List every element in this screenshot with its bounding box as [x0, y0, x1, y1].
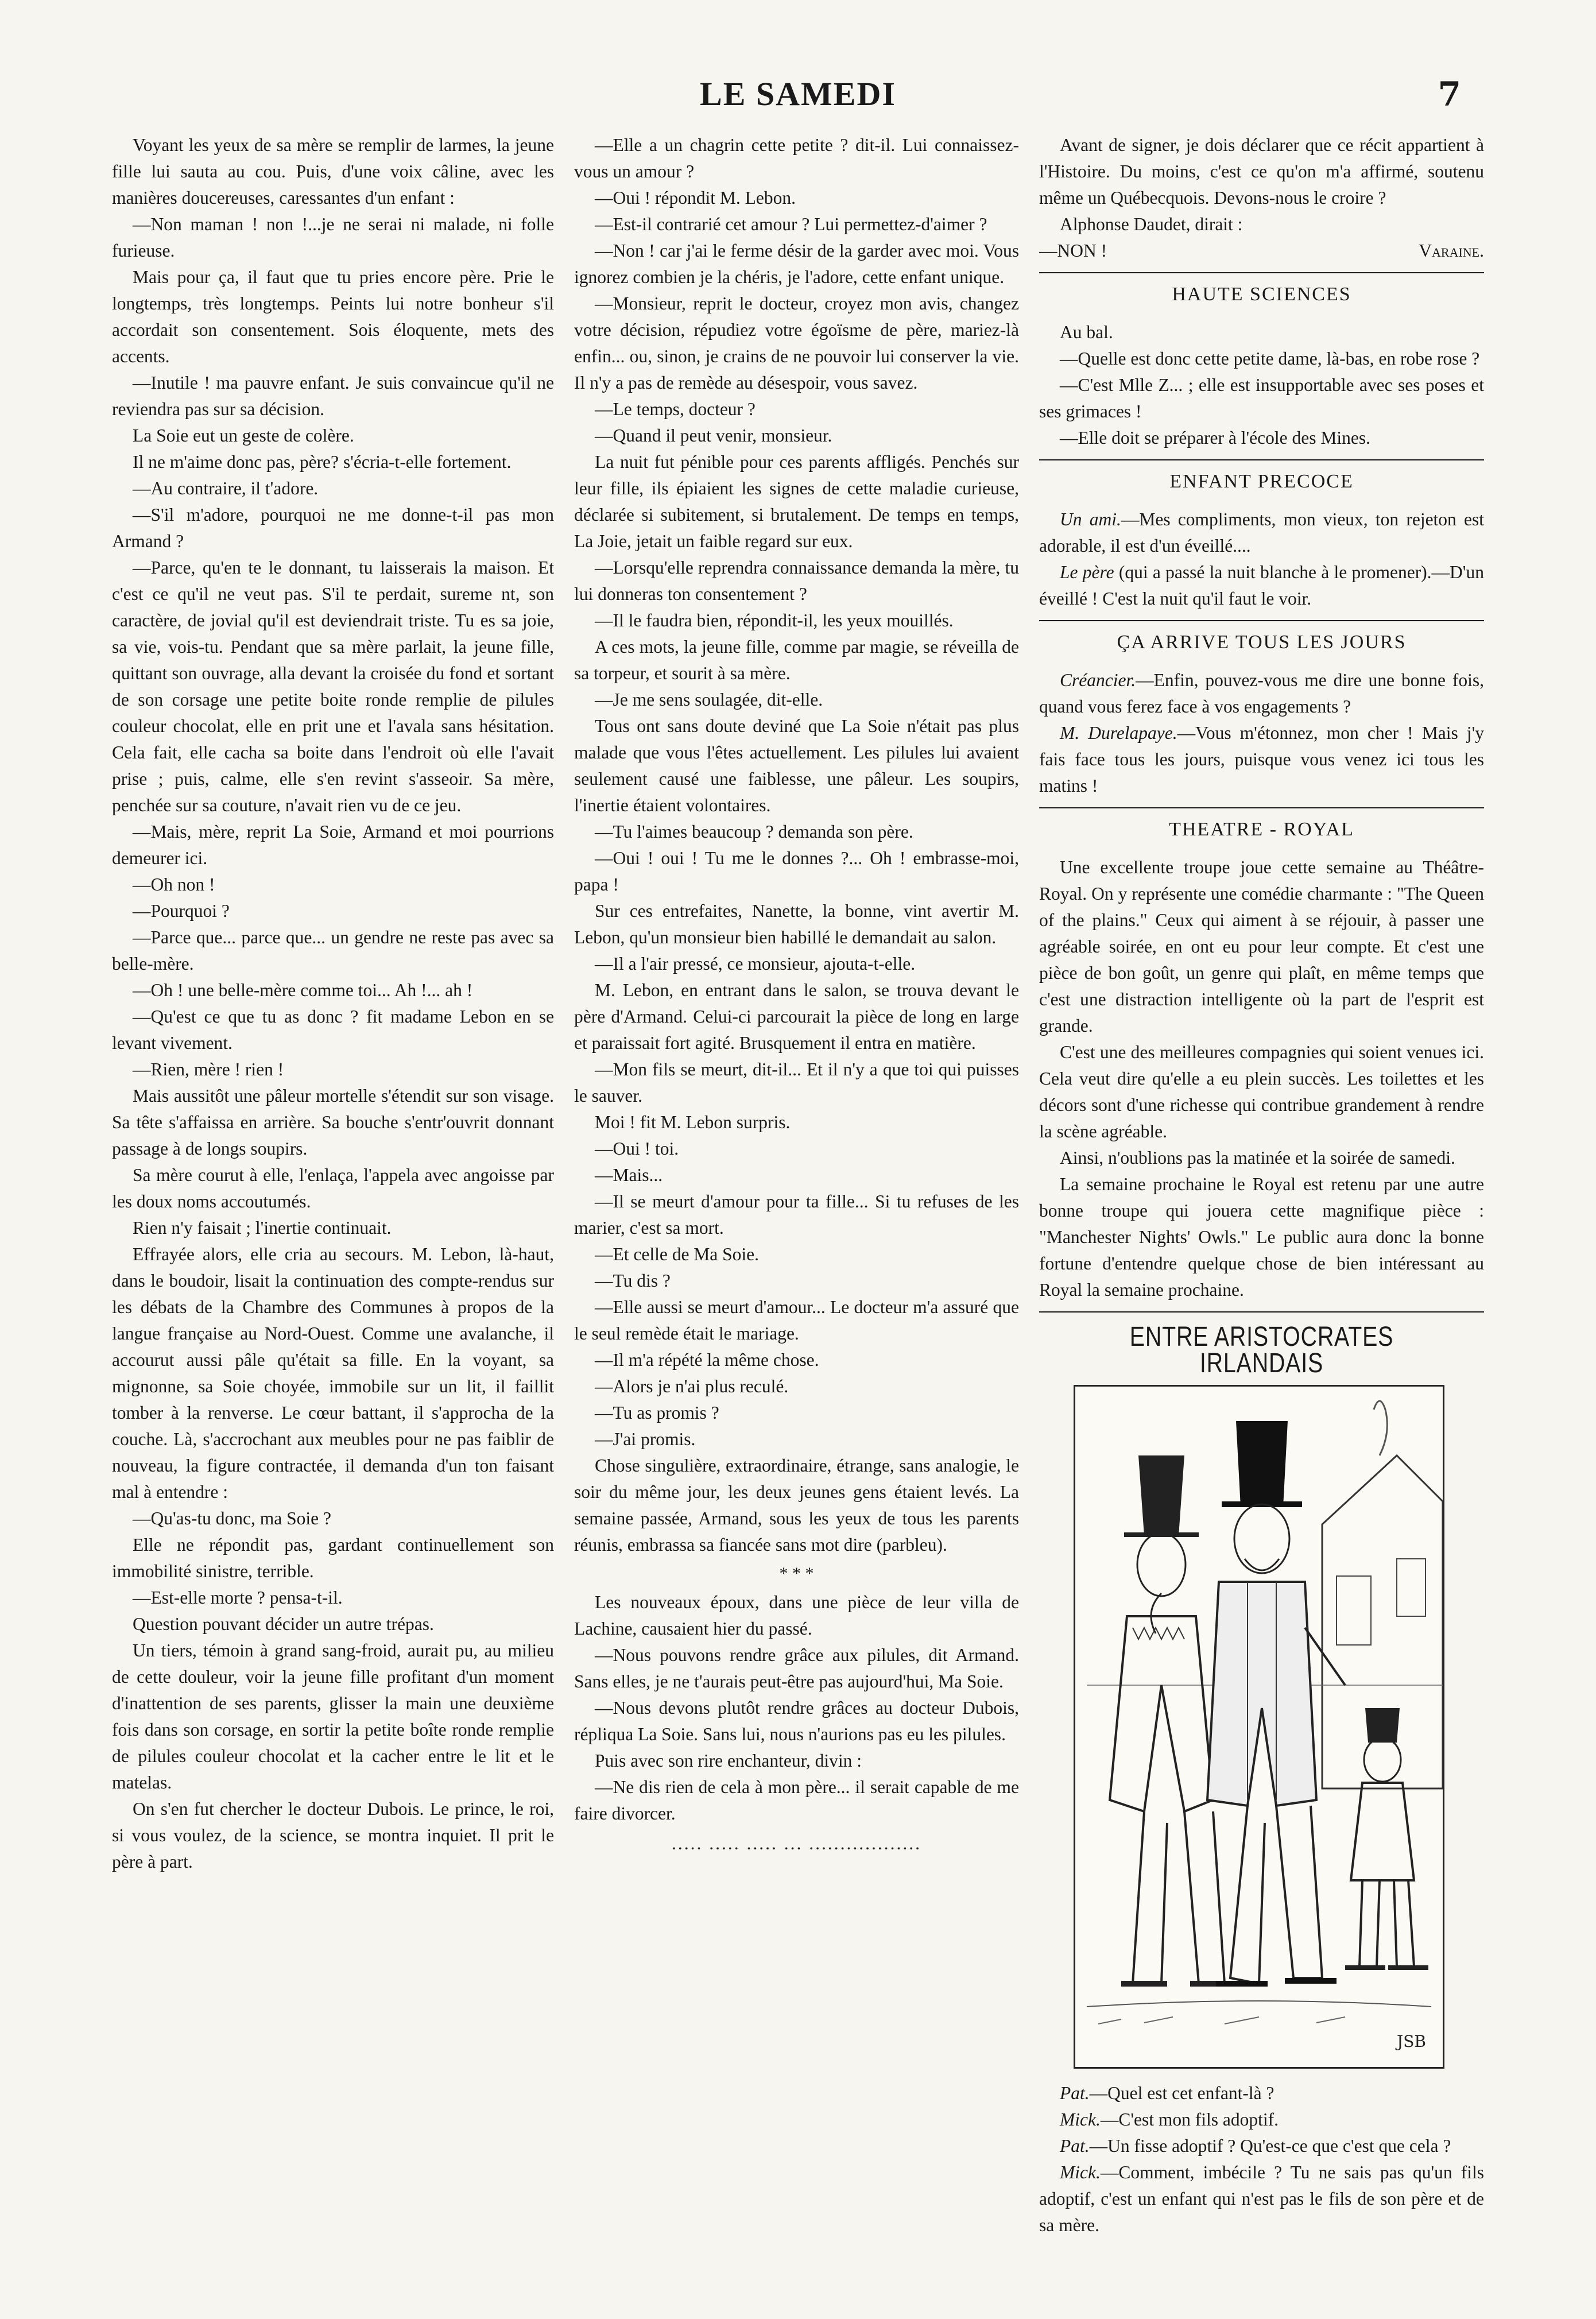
section-ca-arrive	[1039, 667, 1484, 799]
section-title-theatre-royal: THEATRE - ROYAL	[1169, 819, 1354, 840]
speech: —Mes compliments, mon vieux, ton rejeton est adorable, il est d'un éveillé....	[1039, 509, 1484, 556]
story-paragraph: —Qu'as-tu donc, ma Soie ?	[133, 1508, 331, 1528]
story-paragraph: —Inutile ! ma pauvre enfant. Je suis convaincue qu'il ne reviendra pas sur sa décision.	[112, 373, 554, 419]
story-paragraph: —Il m'a répété la même chose.	[595, 1350, 819, 1370]
theatre-royal-paragraph: C'est une des meilleures compagnies qui soient venues ici. Cela veut dire qu'elle a eu plein succès. Les toilettes et les décors sont d'une richesse qui contribue grandement à rendre la scène agréable.	[1039, 1042, 1484, 1141]
story-paragraph: Tous ont sans doute deviné que La Soie n'était pas plus malade que vous l'êtes actuellement. Les pilules lui avaient seulement causé une faiblesse, une pâleur. Les soupirs, l'inertie étaient volontaires.	[574, 716, 1019, 815]
caption-line	[1039, 2159, 1484, 2239]
story-paragraph: —Au contraire, il t'adore.	[133, 478, 319, 498]
speech: —Un fisse adoptif ? Qu'est-ce que c'est que cela ?	[1089, 2136, 1451, 2156]
story-paragraph: Chose singulière, extraordinaire, étrange, sans analogie, le soir du même jour, les deux jeunes gens étaient levés. La semaine passée, Armand, sous les yeux de tous les parents réunis, embrassa sa fiancée sans mot dire (parbleu).	[574, 1455, 1019, 1555]
story-paragraph: —Elle aussi se meurt d'amour... Le docteur m'a assuré que le seul remède était le mariage.	[574, 1297, 1019, 1344]
divider	[1039, 459, 1484, 460]
divider	[1039, 807, 1484, 808]
story-afterword: Avant de signer, je dois déclarer que ce récit appartient à l'Histoire. Du moins, c'est ce qu'on m'a affirmé, soutenu même un Québecquois. Devons-nous le croire ?	[1039, 135, 1484, 208]
divider	[1039, 272, 1484, 273]
section-enfant-precoce	[1039, 506, 1484, 612]
story-paragraph: —Oh ! une belle-mère comme toi... Ah !... ah !	[133, 980, 473, 1000]
story-paragraph: —Le temps, docteur ?	[595, 399, 756, 419]
haute-sciences-paragraph: —Quelle est donc cette petite dame, là-bas, en robe rose ?	[1060, 349, 1480, 369]
story-paragraph: —Tu as promis ?	[595, 1403, 719, 1423]
story-paragraph: Sur ces entrefaites, Nanette, la bonne, vint avertir M. Lebon, qu'un monsieur bien habillé le demandait au salon.	[574, 901, 1019, 947]
story-paragraph: —Mais, mère, reprit La Soie, Armand et moi pourrions demeurer ici.	[112, 822, 554, 868]
story-paragraph: —J'ai promis.	[595, 1429, 696, 1449]
enfant-precoce-line	[1039, 506, 1484, 559]
story-paragraph: —Non maman ! non !...je ne serai ni malade, ni folle furieuse.	[112, 214, 554, 261]
haute-sciences-paragraph: —Elle doit se préparer à l'école des Mines.	[1060, 428, 1370, 448]
story-paragraph: —Est-elle morte ? pensa-t-il.	[133, 1588, 343, 1608]
haute-sciences-paragraph: Au bal.	[1060, 322, 1113, 342]
story-paragraph: Mais aussitôt une pâleur mortelle s'étendit sur son visage. Sa tête s'affaissa en arrière. Sa bouche s'entr'ouvrit donnant passage à de longs soupirs.	[112, 1086, 554, 1159]
cartoon-title: ENTRE ARISTOCRATES IRLANDAIS	[1129, 1322, 1394, 1379]
story-paragraph: —Oui ! toi.	[595, 1139, 679, 1159]
speech: —Quel est cet enfant-là ?	[1089, 2083, 1275, 2103]
story-paragraph: —Alors je n'ai plus reculé.	[595, 1376, 789, 1396]
speech: —C'est mon fils adoptif.	[1100, 2109, 1279, 2130]
section-stars: * * *	[779, 1564, 814, 1583]
speaker: Pat.	[1060, 2136, 1090, 2156]
story-paragraph: M. Lebon, en entrant dans le salon, se trouva devant le père d'Armand. Celui-ci parcourait la pièce de long en large et paraissait fort agité. Brusquement il entra en matière.	[574, 980, 1019, 1053]
story-paragraph: Question pouvant décider un autre trépas.	[133, 1614, 434, 1634]
story-paragraph: —Nous pouvons rendre grâce aux pilules, dit Armand. Sans elles, je ne t'aurais peut-être pas aujourd'hui, Ma Soie.	[574, 1645, 1019, 1691]
theatre-royal-paragraph: La semaine prochaine le Royal est retenu par une autre bonne troupe qui jouera cette magnifique pièce : "Manchester Nights' Owls." Le public aura donc la bonne fortune d'entendre quelque chose de bien intéressant au Royal la semaine prochaine.	[1039, 1174, 1484, 1300]
story-paragraph: La nuit fut pénible pour ces parents affligés. Penchés sur leur fille, ils épiaient les signes de cette maladie curieuse, déclarée si subitement, si brutalement. De temps en temps, La Joie, jetait un faible regard sur eux.	[574, 452, 1019, 551]
cartoon-illustration	[1074, 1385, 1444, 2069]
speaker: Mick.	[1060, 2109, 1101, 2130]
story-paragraph: —Tu l'aimes beaucoup ? demanda son père.	[595, 822, 913, 842]
divider	[1039, 1311, 1484, 1313]
story-afterword-2: Alphonse Daudet, dirait :	[1060, 214, 1243, 234]
column-3	[1039, 132, 1484, 2291]
story-paragraph: —Mais...	[595, 1165, 663, 1185]
story-paragraph: —Est-il contrarié cet amour ? Lui permettez-d'aimer ?	[595, 214, 987, 234]
answer-no: —NON !	[1039, 241, 1107, 261]
story-paragraph: —Monsieur, reprit le docteur, croyez mon avis, changez votre décision, répudiez votre égoïsme de père, mariez-là enfin... ou, sinon, je crains de ne pouvoir lui conserver la vie. Il n'y a pas de remède au désespoir, vous savez.	[574, 293, 1019, 393]
story-paragraph: A ces mots, la jeune fille, comme par magie, se réveilla de sa torpeur, et sourit à sa mère.	[574, 637, 1019, 683]
haute-sciences-paragraph: —C'est Mlle Z... ; elle est insupportable avec ses poses et ses grimaces !	[1039, 375, 1484, 421]
story-paragraph: —Rien, mère ! rien !	[133, 1059, 284, 1079]
story-paragraph: —Mon fils se meurt, dit-il... Et il n'y a que toi qui puisses le sauver.	[574, 1059, 1019, 1106]
cartoon-signature: JSB	[1397, 2032, 1426, 2051]
section-haute-sciences	[1039, 319, 1484, 451]
story-paragraph: Rien n'y faisait ; l'inertie continuait.	[133, 1218, 392, 1238]
section-title-ca-arrive: ÇA ARRIVE TOUS LES JOURS	[1117, 632, 1407, 653]
story-paragraph: —Elle a un chagrin cette petite ? dit-il. Lui connaissez-vous un amour ?	[574, 135, 1019, 181]
section-title-haute-sciences: HAUTE SCIENCES	[1172, 284, 1351, 305]
story-paragraph: Sa mère courut à elle, l'enlaça, l'appela avec angoisse par les doux noms accoutumés.	[112, 1165, 554, 1211]
section-theatre-royal	[1039, 854, 1484, 1303]
page-number: 7	[1438, 75, 1461, 114]
speech: —Vous m'étonnez, mon cher ! Mais j'y fais face tous les jours, puisque vous venez ici tous les matins !	[1039, 723, 1484, 796]
ca-arrive-line	[1039, 667, 1484, 720]
masthead	[0, 69, 1596, 121]
theatre-royal-paragraph: Ainsi, n'oublions pas la matinée et la soirée de samedi.	[1060, 1148, 1455, 1168]
speaker: Mick.	[1060, 2162, 1101, 2182]
signature-line	[1039, 238, 1484, 264]
speech: —Enfin, pouvez-vous me dire une bonne fois, quand vous ferez face à vos engagements ?	[1039, 670, 1484, 717]
speech: —Comment, imbécile ? Tu ne sais pas qu'un fils adoptif, c'est un enfant qui n'est pas le fils de son père et de sa mère.	[1039, 2162, 1484, 2235]
story-paragraph: —Parce, qu'en te le donnant, tu laisserais la maison. Et c'est ce qu'il ne veut pas. S'il te perdait, sureme nt, son caractère, de jovial qu'il est deviendrait triste. Tu es sa joie, sa vie, vois-tu. Pendant que sa mère parlait, la jeune fille, quittant son ouvrage, alla devant la croisée du fond et sortant de son corsage une petite boite ronde remplie de pilules couleur chocolat, elle en prit une et l'avala sans hésitation. Cela fait, elle cacha sa boite dans l'endroit où elle l'avait prise ; puis, calme, elle s'en revint s'asseoir. Sa mère, penchée sur sa couture, n'avait rien vu de ce jeu.	[112, 558, 554, 815]
speech: (qui a passé la nuit blanche à le promener).—D'un éveillé ! C'est la nuit qu'il faut le voir.	[1039, 562, 1484, 609]
speaker: Pat.	[1060, 2083, 1090, 2103]
story-paragraph: —Oui ! répondit M. Lebon.	[595, 188, 796, 208]
divider	[1039, 620, 1484, 621]
story-paragraph: Mais pour ça, il faut que tu pries encore père. Prie le longtemps, très longtemps. Peints lui notre bonheur s'il accordait son consentement. Sois éloquente, mets des accents.	[112, 267, 554, 366]
cartoon-caption	[1039, 2080, 1484, 2239]
story-paragraph: Il ne m'aime donc pas, père? s'écria-t-elle fortement.	[133, 452, 512, 472]
story-paragraph: —Quand il peut venir, monsieur.	[595, 425, 832, 446]
story-paragraph: —Il a l'air pressé, ce monsieur, ajouta-t-elle.	[595, 954, 916, 974]
speaker: Créancier.	[1060, 670, 1136, 690]
newspaper-title: LE SAMEDI	[700, 75, 896, 113]
speaker: M. Durelapaye.	[1060, 723, 1177, 743]
ca-arrive-line	[1039, 720, 1484, 799]
story-paragraph: On s'en fut chercher le docteur Dubois. Le prince, le roi, si vous voulez, de la science, se montra inquiet. Il prit le père à part.	[112, 1799, 554, 1872]
story-paragraph: Voyant les yeux de sa mère se remplir de larmes, la jeune fille lui sauta au cou. Puis, d'une voix câline, avec les manières doucereuses, caressantes d'un enfant :	[112, 135, 554, 208]
theatre-royal-paragraph: Une excellente troupe joue cette semaine au Théâtre-Royal. On y représente une comédie charmante : "The Queen of the plains." Ceux qui aiment à se réjouir, à passer une agréable soirée, en ont eu pour leur compte. Et c'est une pièce de bon goût, un genre qui plaît, en même temps que c'est une distraction intelligente où la part de l'esprit est grande.	[1039, 857, 1484, 1036]
story-part-1	[112, 132, 554, 1875]
story-paragraph: —Je me sens soulagée, dit-elle.	[595, 690, 823, 710]
author-signature: Varaine.	[1419, 241, 1484, 261]
story-paragraph: —Il se meurt d'amour pour ta fille... Si tu refuses de les marier, c'est sa mort.	[574, 1191, 1019, 1238]
closing-dots: ..... ..... ..... ... ..................	[672, 1833, 921, 1853]
cartoon-drawing	[1075, 1387, 1443, 2067]
story-paragraph: —Non ! car j'ai le ferme désir de la garder avec moi. Vous ignorez combien je la chéris, je l'adore, cette enfant unique.	[574, 241, 1019, 287]
story-paragraph: Puis avec son rire enchanteur, divin :	[595, 1751, 862, 1771]
section-title-enfant-precoce: ENFANT PRECOCE	[1169, 471, 1354, 492]
story-paragraph: —Et celle de Ma Soie.	[595, 1244, 760, 1264]
story-paragraph: Un tiers, témoin à grand sang-froid, aurait pu, au milieu de cette douleur, voir la jeune fille profitant d'un moment d'inattention de ses parents, glisser la main une deuxième fois dans son corsage, en sortir la petite boîte ronde remplie de pilules couleur chocolat et la cacher entre le lit et le matelas.	[112, 1640, 554, 1793]
caption-line	[1039, 2080, 1484, 2107]
story-paragraph: —Oh non !	[133, 874, 215, 895]
story-paragraph: —Qu'est ce que tu as donc ? fit madame Lebon en se levant vivement.	[112, 1006, 554, 1053]
story-paragraph: —Lorsqu'elle reprendra connaissance demanda la mère, tu lui donneras ton consentement ?	[574, 558, 1019, 604]
story-part-2	[574, 132, 1019, 1558]
story-paragraph: —Il le faudra bien, répondit-il, les yeux mouillés.	[595, 610, 954, 630]
column-2	[574, 132, 1019, 2291]
story-paragraph: —Oui ! oui ! Tu me le donnes ?... Oh ! embrasse-moi, papa !	[574, 848, 1019, 895]
story-paragraph: Elle ne répondit pas, gardant continuellement son immobilité sinistre, terrible.	[112, 1535, 554, 1581]
caption-line	[1039, 2107, 1484, 2133]
story-paragraph: —Parce que... parce que... un gendre ne reste pas avec sa belle-mère.	[112, 927, 554, 974]
speaker: Un ami.	[1060, 509, 1121, 529]
story-paragraph: —S'il m'adore, pourquoi ne me donne-t-il pas mon Armand ?	[112, 505, 554, 551]
story-part-3	[574, 1589, 1019, 1827]
story-paragraph: Les nouveaux époux, dans une pièce de leur villa de Lachine, causaient hier du passé.	[574, 1592, 1019, 1639]
story-paragraph: —Ne dis rien de cela à mon père... il serait capable de me faire divorcer.	[574, 1777, 1019, 1824]
enfant-precoce-line	[1039, 559, 1484, 612]
caption-line	[1039, 2133, 1484, 2159]
column-1	[112, 132, 554, 2291]
story-paragraph: Effrayée alors, elle cria au secours. M. Lebon, là-haut, dans le boudoir, lisait la continuation des compte-rendus sur les débats de la Chambre des Communes à propos de la langue française au Nord-Ouest. Comme une avalanche, il accourut aussi pâle qu'était sa fille. En la voyant, sa mignonne, sa Soie choyée, immobile sur un lit, il faillit tomber à la renverse. Le cœur battant, il s'approcha de la couche. Là, s'accrochant aux meubles pour ne pas faiblir de nouveau, la figure contractée, il demanda d'un ton faisant mal à entendre :	[112, 1244, 554, 1502]
story-paragraph: —Tu dis ?	[595, 1271, 671, 1291]
story-paragraph: Moi ! fit M. Lebon surpris.	[595, 1112, 791, 1132]
story-paragraph: —Nous devons plutôt rendre grâces au docteur Dubois, répliqua La Soie. Sans lui, nous n'aurions pas eu les pilules.	[574, 1698, 1019, 1744]
story-paragraph: La Soie eut un geste de colère.	[133, 425, 354, 446]
speaker: Le père	[1060, 562, 1114, 582]
story-paragraph: —Pourquoi ?	[133, 901, 230, 921]
